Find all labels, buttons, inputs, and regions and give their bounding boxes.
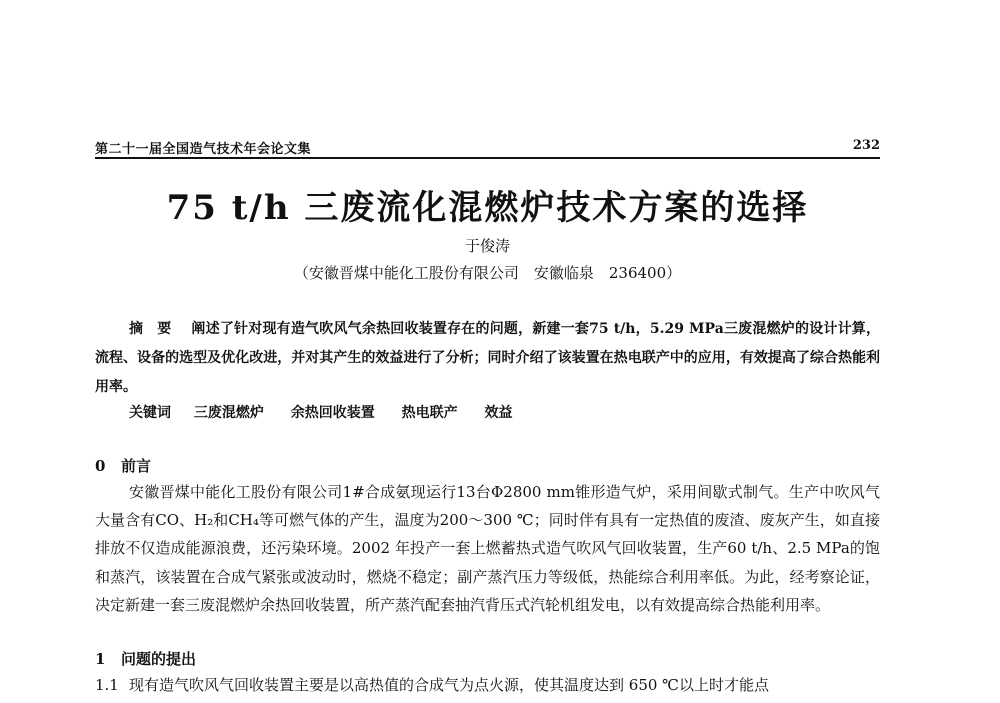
section-title: 前言 — [121, 457, 152, 475]
section-heading-problem — [95, 648, 196, 669]
section-intro-paragraph: 安徽晋煤中能化工股份有限公司1#合成氨现运行13台Φ2800 mm锥形造气炉，采用间歇式制气。生产中吹风气大量含有CO、H₂和CH₄等可燃气体的产生，温度为200～300 ℃；同时伴有具有一定热值的废渣、废灰产生，如直接排放不仅造成能源浪费，还污染环境。2002 年投产一套上燃蓄热式造气吹风气回收装置，生产60 t/h、2.5 MPa的饱和蒸汽，该装置在合成气紧张或波动时，燃烧不稳定；副产蒸汽压力等级低，热能综合利用率低。为此，经考察论证，决定新建一套三废混燃炉余热回收装置，所产蒸汽配套抽汽背压式汽轮机组发电，以有效提高综合热能利用率。 — [95, 483, 880, 614]
keywords-label: 关键词 — [129, 405, 171, 421]
subsection-text: 现有造气吹风气回收装置主要是以高热值的合成气为点火源，使其温度达到 650 ℃以上时才能点 — [129, 676, 769, 694]
abstract-text: 阐述了针对现有造气吹风气余热回收装置存在的问题，新建一套75 t/h，5.29 MPa三废混燃炉的设计计算，流程、设备的选型及优化改进，并对其产生的效益进行了分析；同时介绍了该装置在热电联产中的应用，有效提高了综合热能利用率。 — [95, 321, 881, 395]
abstract — [95, 315, 880, 402]
author: 于俊涛 — [464, 237, 510, 255]
keyword: 效益 — [484, 405, 513, 421]
subsection-number: 1.1 — [95, 676, 119, 694]
abstract-label: 摘要 — [129, 321, 186, 337]
section-number: 1 — [95, 650, 106, 668]
header-rule — [95, 157, 880, 159]
section-number: 0 — [95, 457, 106, 475]
keywords — [95, 402, 880, 424]
section-title: 问题的提出 — [121, 650, 197, 668]
section-heading-intro — [95, 455, 151, 476]
running-header — [95, 138, 880, 158]
page-number: 232 — [852, 138, 880, 153]
subsection-paragraph — [95, 671, 880, 699]
paper-title: 75 t/h 三废流化混燃炉技术方案的选择 — [166, 188, 809, 228]
keyword: 三废混燃炉 — [193, 405, 264, 421]
running-title: 第二十一届全国造气技术年会论文集 — [95, 142, 312, 157]
keyword: 热电联产 — [401, 405, 458, 421]
keyword: 余热回收装置 — [290, 405, 375, 421]
affiliation: （安徽晋煤中能化工股份有限公司 安徽临泉 236400） — [293, 264, 682, 282]
